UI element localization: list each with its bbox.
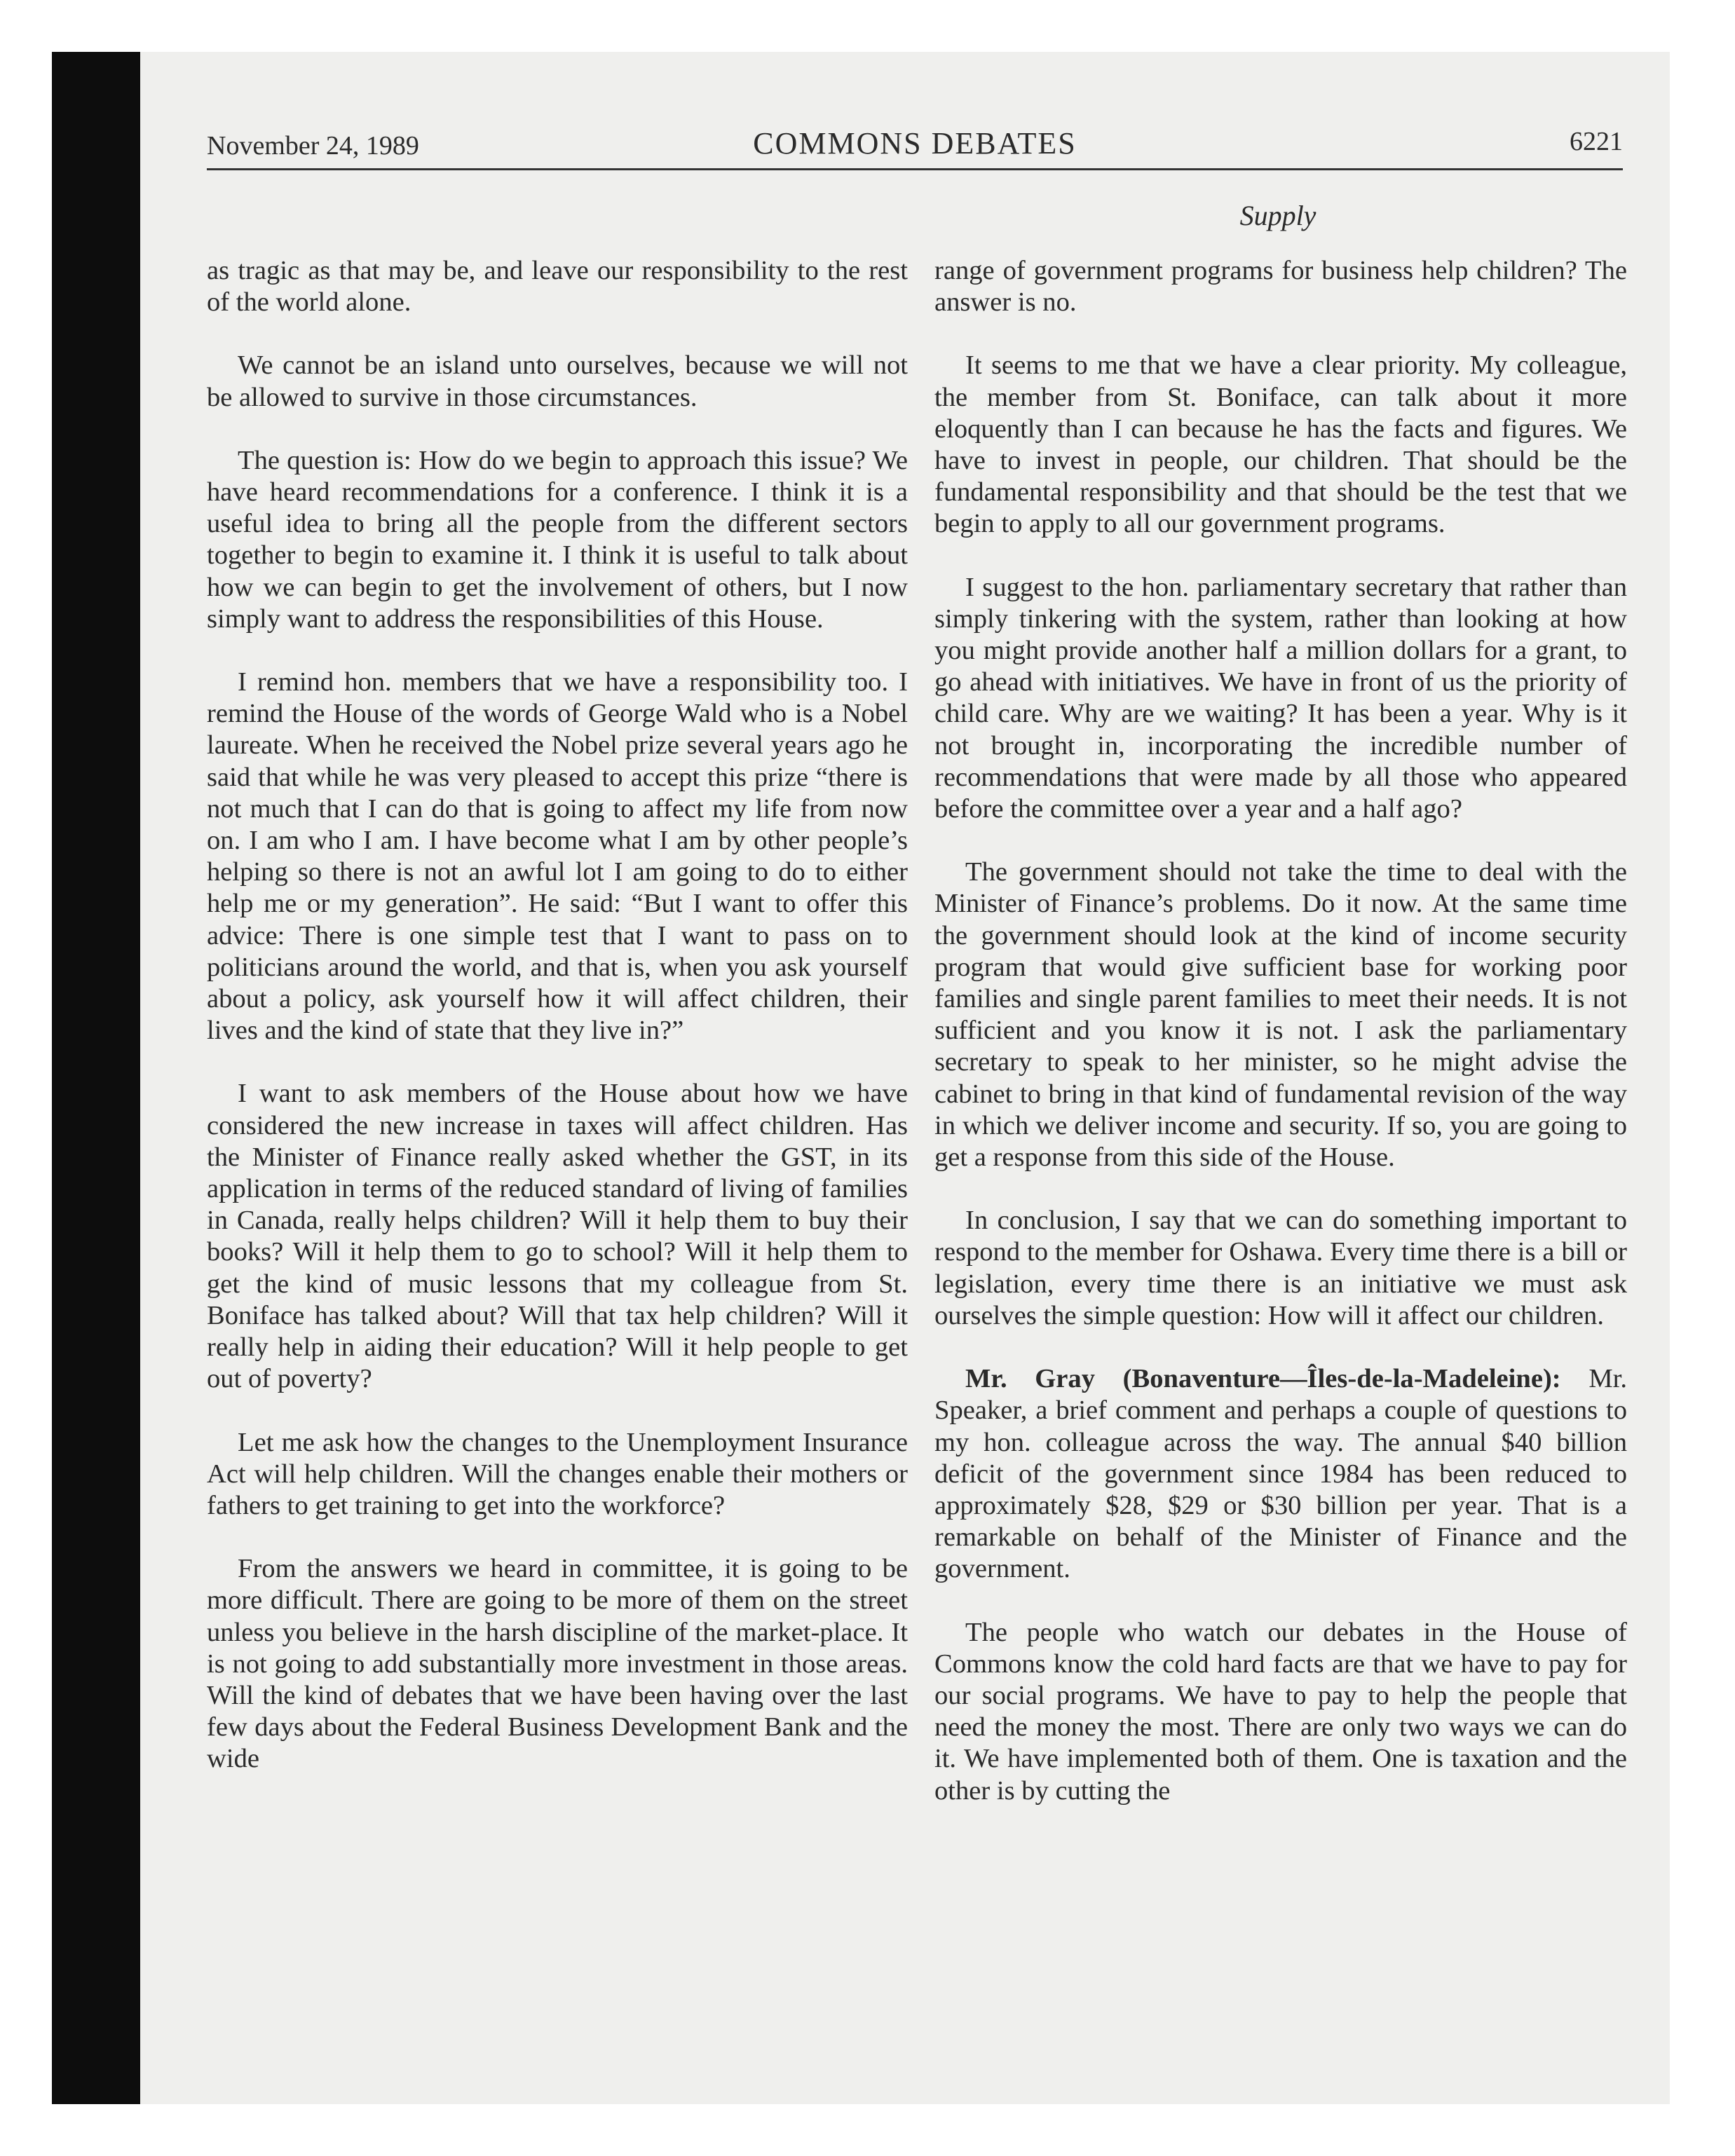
- left-column: [207, 255, 908, 1972]
- paragraph: I remind hon. members that we have a responsibility too. I remind the House of the words of George Wald who is a Nobel laureate. When he received the Nobel prize several years ago he said that while he was very pleased to accept this prize “there is not much that I can do that is going to affect my life from now on. I am who I am. I have become what I am by other people’s helping so there is not an awful lot I am going to do to either help me or my generation”. He said: “But I want to offer this advice: There is one simple test that I want to pass on to politicians around the world, and that is, when you ask yourself about a policy, ask yourself how it will affect children, their lives and the kind of state that they live in?”: [207, 667, 908, 1046]
- header-title: COMMONS DEBATES: [753, 126, 1077, 161]
- paragraph: as tragic as that may be, and leave our responsibility to the rest of the world alone.: [207, 256, 908, 318]
- speech-text: Mr. Speaker, a brief comment and perhaps a couple of questions to my hon. colleague across the way. The annual $40 billion deficit of the government since 1984 has been reduced to approximately $28, $29 or $30 billion per year. That is a remarkable on behalf of the Minister of Finance and the government.: [934, 1364, 1627, 1584]
- paragraph: I suggest to the hon. parliamentary secretary that rather than simply tinkering with the system, rather than looking at how you might provide another half a million dollars for a grant, to go ahead with initiatives. We have in front of us the priority of child care. Why are we waiting? It has been a year. Why is it not brought in, incorporating the incredible number of recommendations that were made by all those who appeared before the committee over a year and a half ago?: [934, 572, 1627, 824]
- section-label: Supply: [1239, 200, 1316, 231]
- paragraph: The government should not take the time to deal with the Minister of Finance’s problems. Do it now. At the same time the government should look at the kind of income security program that would give sufficient base for working poor families and single parent families to meet their needs. It is not sufficient and you know it is not. I ask the parliamentary secretary to speak to her minister, so he might advise the cabinet to bring in that kind of fundamental revision of the way in which we deliver income and security. If so, you are going to get a response from this side of the House.: [934, 857, 1627, 1173]
- paragraph: Let me ask how the changes to the Unemployment Insurance Act will help children. Will the changes enable their mothers or fathers to get training to get into the workforce?: [207, 1427, 908, 1520]
- right-column: [934, 255, 1627, 1972]
- page-number: 6221: [1570, 127, 1623, 156]
- running-header: [207, 119, 1623, 170]
- paragraph: In conclusion, I say that we can do something important to respond to the member for Oshawa. Every time there is a bill or legislation, every time there is an initiative we must ask ourselves the simple question: How will it affect our children.: [934, 1206, 1627, 1330]
- paragraph: range of government programs for business help children? The answer is no.: [934, 256, 1627, 318]
- paragraph: I want to ask members of the House about how we have considered the new increase in taxes will affect children. Has the Minister of Finance really asked whether the GST, in its application in terms of the reduced standard of living of families in Canada, really helps children? Will it help them to buy their books? Will it help them to go to school? Will it help them to get the kind of music lessons that my colleague from St. Boniface has talked about? Will that tax help children? Will it really help in aiding their education? Will it help people to get out of poverty?: [207, 1079, 908, 1394]
- speaker-name: Mr. Gray (Bonaventure—Îles-de-la-Madeleine):: [965, 1364, 1561, 1394]
- paragraph: From the answers we heard in committee, it is going to be more difficult. There are going to be more of them on the street unless you believe in the harsh discipline of the market-place. It is not going to add substantially more investment in those areas. Will the kind of debates that we have been having over the last few days about the Federal Business Development Bank and the wide: [207, 1554, 908, 1774]
- paragraph: The people who watch our debates in the House of Commons know the cold hard facts are that we have to pay for our social programs. We have to pay to help the people that need the money the most. There are only two ways we can do it. We have implemented both of them. One is taxation and the other is by cutting the: [934, 1617, 1627, 1806]
- paragraph: We cannot be an island unto ourselves, because we will not be allowed to survive in those circumstances.: [207, 350, 908, 412]
- paragraph: The question is: How do we begin to approach this issue? We have heard recommendations for a conference. I think it is a useful idea to bring all the people from the different sectors together to begin to examine it. I think it is useful to talk about how we can begin to get the involvement of others, but I now simply want to address the responsibilities of this House.: [207, 445, 908, 634]
- speaker-paragraph: [934, 1363, 1627, 1585]
- scan-binding-edge: [52, 52, 140, 2104]
- paragraph: It seems to me that we have a clear priority. My colleague, the member from St. Boniface, can talk about it more eloquently than I can because he has the facts and figures. We have to invest in people, our children. That should be the fundamental responsibility and that should be the test that we begin to apply to all our government programs.: [934, 350, 1627, 539]
- header-date: November 24, 1989: [207, 131, 419, 161]
